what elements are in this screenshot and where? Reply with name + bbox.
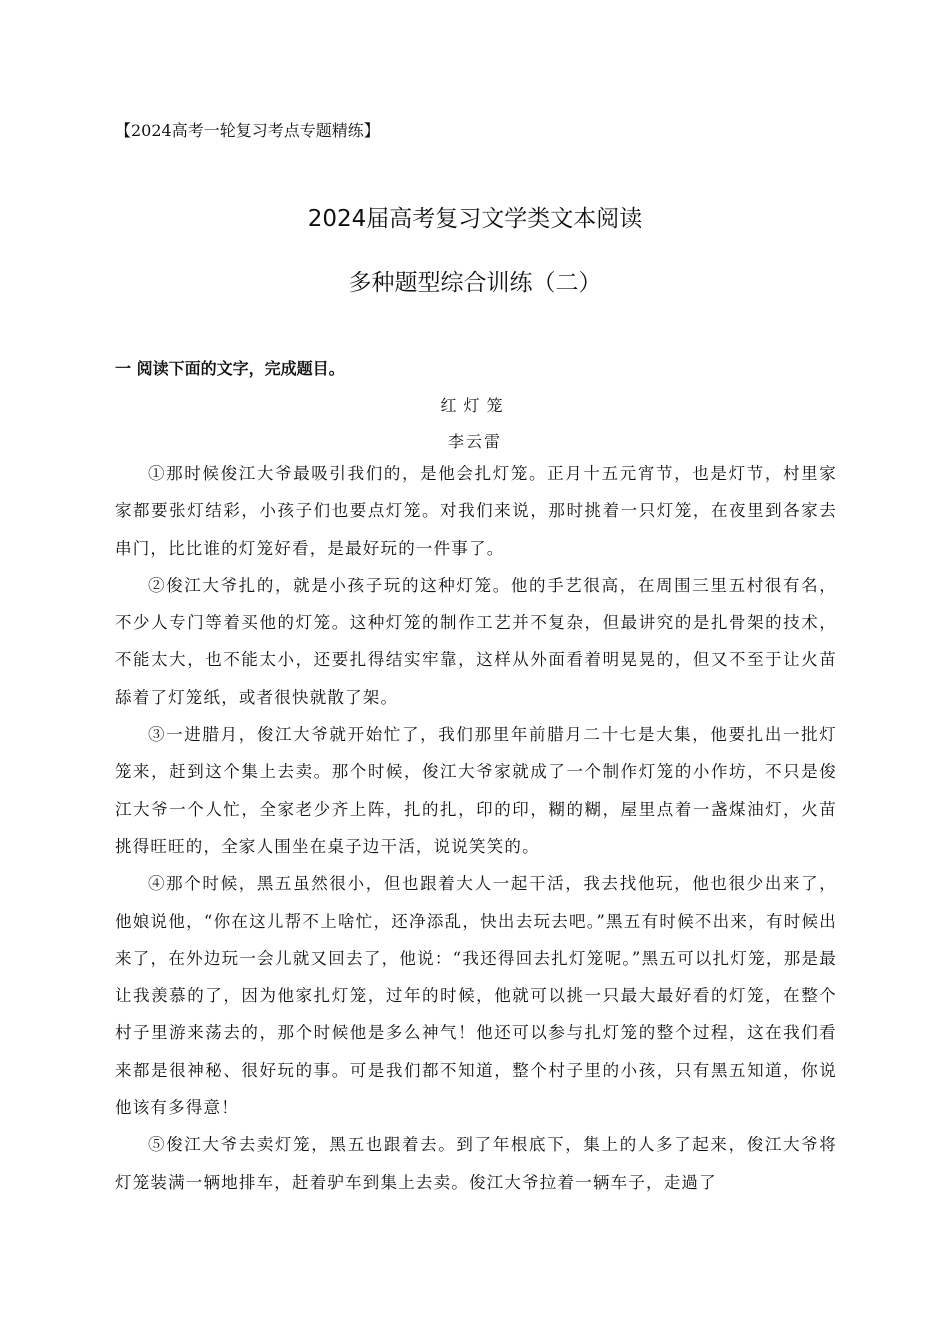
paragraph-3: ③一进腊月，俊江大爷就开始忙了，我们那里年前腊月二十七是大集，他要扎出一批灯笼来，赶到这个集上去卖。那个时候，俊江大爷家就成了一个制作灯笼的小作坊，不只是俊江大爷一个人忙，全家老少齐上阵，扎的扎，印的印，糊的糊，屋里点着一盏煤油灯，火苗挑得旺旺的，全家人围坐在桌子边干活，说说笑笑的。 <box>115 725 837 856</box>
paragraph-4: ④那个时候，黑五虽然很小，但也跟着大人一起干活，我去找他玩，他也很少出来了，他娘说他，“你在这儿帮不上啥忙，还净添乱，快出去玩去吧。”黑五有时候不出来，有时候出来了，在外边玩一会儿就又回去了，他说：“我还得回去扎灯笼呢。”黑五可以扎灯笼，那是最让我羡慕的了，因为他家扎灯笼，过年的时候，他就可以挑一只最大最好看的灯笼，在整个村子里游来荡去的，那个时候他是多么神气！他还可以参与扎灯笼的整个过程，这在我们看来都是很神秘、很好玩的事。可是我们都不知道，整个村子里的小孩，只有黑五知道，你说他该有多得意！ <box>115 874 837 1118</box>
story-body <box>115 455 837 1201</box>
paragraph-5: ⑤俊江大爷去卖灯笼，黑五也跟着去。到了年根底下，集上的人多了起来，俊江大爷将灯笼装满一辆地排车，赶着驴车到集上去卖。俊江大爷拉着一辆车子，走過了 <box>115 1135 837 1192</box>
section-heading: 一 阅读下面的文字，完成题目。 <box>115 359 345 378</box>
series-tag: 【2024高考一轮复习考点专题精练】 <box>115 121 380 140</box>
document-subtitle: 多种题型综合训练（二） <box>348 270 602 296</box>
paragraph-2: ②俊江大爷扎的，就是小孩子玩的这种灯笼。他的手艺很高，在周围三里五村很有名，不少人专门等着买他的灯笼。这种灯笼的制作工艺并不复杂，但最讲究的是扎骨架的技术，不能太大，也不能太小，还要扎得结实牢靠，这样从外面看着明晃晃的，但又不至于让火苗舔着了灯笼纸，或者很快就散了架。 <box>115 575 837 707</box>
paragraph-1: ①那时候俊江大爷最吸引我们的，是他会扎灯笼。正月十五元宵节，也是灯节，村里家家都要张灯结彩，小孩子们也要点灯笼。对我们来说，那时挑着一只灯笼，在夜里到各家去串门，比比谁的灯笼好看，是最好玩的一件事了。 <box>115 464 837 558</box>
document-title: 2024届高考复习文学类文本阅读 <box>307 206 643 232</box>
story-title: 红灯笼 <box>440 396 510 415</box>
story-author: 李云雷 <box>447 432 502 451</box>
